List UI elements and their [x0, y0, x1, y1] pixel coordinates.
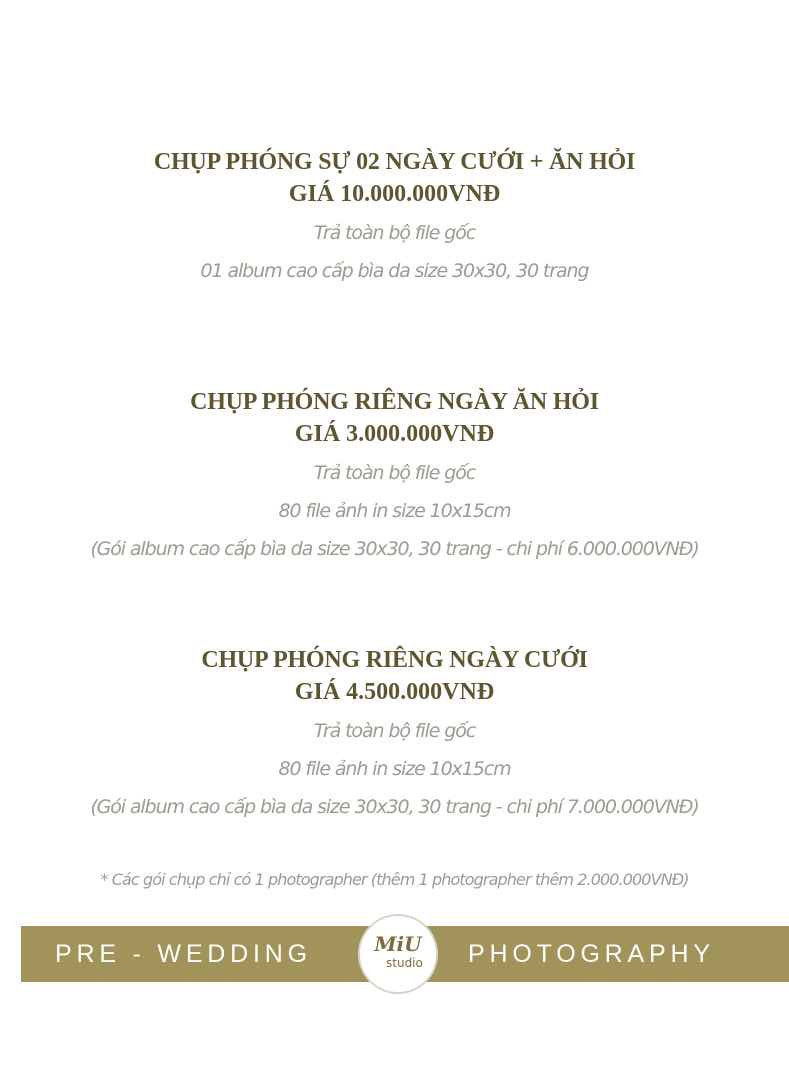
package-detail: 01 album cao cấp bìa da size 30x30, 30 trang [200, 260, 589, 282]
logo-mark: MiU [374, 932, 422, 956]
package-price: GIÁ 3.000.000VNĐ [294, 421, 495, 447]
package-detail: Trả toàn bộ file gốc [313, 462, 476, 484]
studio-logo [358, 914, 438, 994]
footnote: * Các gói chụp chỉ có 1 photographer (thêm 1 photographer thêm 2.000.000VNĐ) [100, 870, 689, 889]
banner-right-text: PHOTOGRAPHY [468, 940, 715, 968]
package-1 [0, 146, 789, 290]
package-price: GIÁ 10.000.000VNĐ [288, 181, 501, 207]
logo-sub: studio [386, 956, 423, 970]
package-detail: Trả toàn bộ file gốc [313, 222, 476, 244]
banner-left-text: PRE - WEDDING [55, 940, 312, 968]
package-title: CHỤP PHÓNG SỰ 02 NGÀY CƯỚI + ĂN HỎI [153, 149, 636, 175]
package-detail: (Gói album cao cấp bìa da size 30x30, 30 trang - chi phí 6.000.000VNĐ) [90, 538, 699, 560]
package-title: CHỤP PHÓNG RIÊNG NGÀY ĂN HỎI [190, 389, 599, 415]
package-detail: (Gói album cao cấp bìa da size 30x30, 30 trang - chi phí 7.000.000VNĐ) [90, 796, 699, 818]
package-price: GIÁ 4.500.000VNĐ [294, 679, 495, 705]
package-title: CHỤP PHÓNG RIÊNG NGÀY CƯỚI [201, 647, 588, 673]
package-detail: 80 file ảnh in size 10x15cm [278, 758, 511, 780]
package-detail: Trả toàn bộ file gốc [313, 720, 476, 742]
package-detail: 80 file ảnh in size 10x15cm [278, 500, 511, 522]
package-3 [0, 644, 789, 826]
package-2 [0, 386, 789, 568]
